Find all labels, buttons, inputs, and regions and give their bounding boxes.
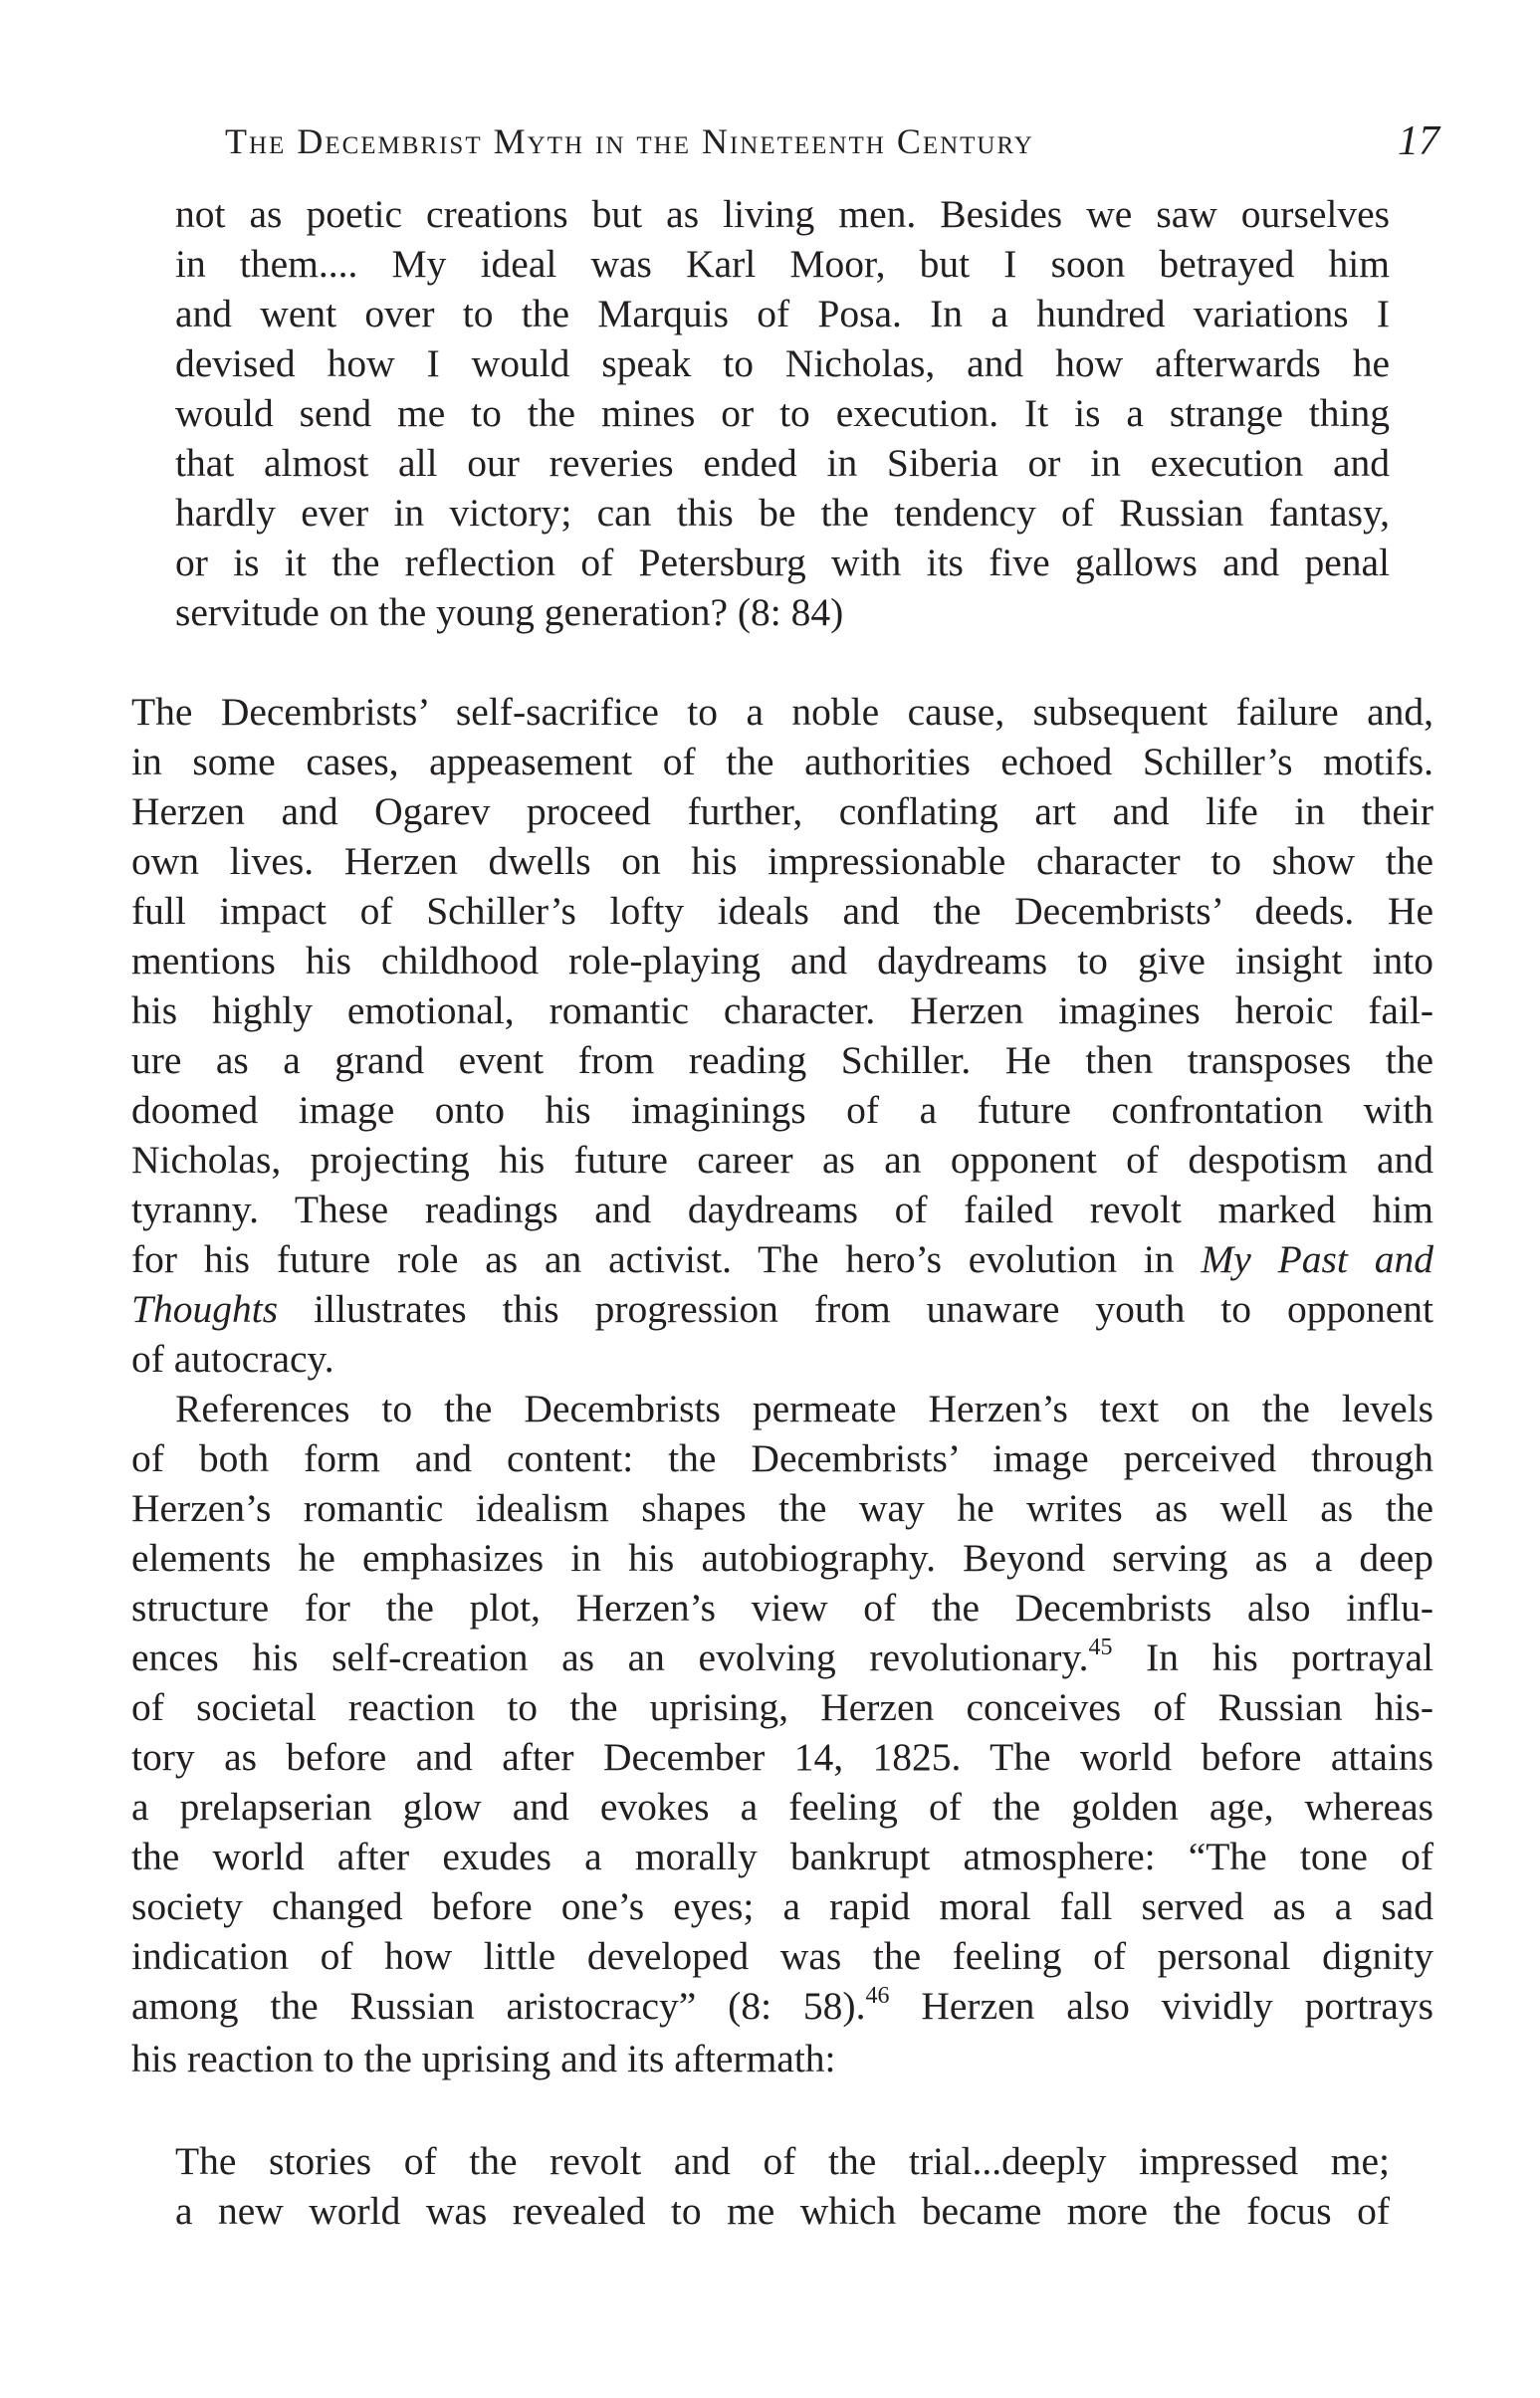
footnote-ref-45[interactable]: 45 bbox=[1088, 1635, 1113, 1660]
quote-line: not as poetic creations but as living men. Besides we saw ourselves bbox=[175, 192, 1390, 236]
body-line: The Decembrists’ self-sacrifice to a noble cause, subsequent failure and, bbox=[131, 690, 1433, 734]
body-line: doomed image onto his imaginings of a future confrontation with bbox=[131, 1088, 1433, 1132]
body-text: ences his self-creation as an evolving revolutionary. bbox=[131, 1635, 1089, 1679]
quote-line: would send me to the mines or to execution. It is a strange thing bbox=[175, 391, 1390, 435]
body-text: illustrates this progression from unaware youth to opponent bbox=[314, 1287, 1433, 1331]
body-line: own lives. Herzen dwells on his impressionable character to show the bbox=[131, 839, 1433, 883]
quote-line: or is it the reflection of Petersburg with its five gallows and penal bbox=[175, 541, 1390, 584]
book-title-italic: My Past and bbox=[1201, 1237, 1433, 1281]
page-number: 17 bbox=[1398, 118, 1439, 164]
body-line: Nicholas, projecting his future career as an opponent of despotism and bbox=[131, 1138, 1433, 1182]
quote-line: that almost all our reveries ended in Siberia or in execution and bbox=[175, 441, 1390, 485]
body-line: Herzen and Ogarev proceed further, conflating art and life in their bbox=[131, 789, 1433, 833]
body-line: full impact of Schiller’s lofty ideals and the Decembrists’ deeds. He bbox=[131, 889, 1433, 933]
body-text: Herzen also vividly portrays bbox=[921, 1984, 1434, 2028]
quote-line: in them.... My ideal was Karl Moor, but I soon betrayed him bbox=[175, 242, 1390, 286]
quote-line: hardly ever in victory; can this be the tendency of Russian fantasy, bbox=[175, 491, 1390, 535]
body-line: Herzen’s romantic idealism shapes the way he writes as well as the bbox=[131, 1486, 1433, 1530]
quote-line: servitude on the young generation? (8: 84) bbox=[175, 590, 844, 634]
body-line: of autocracy. bbox=[131, 1337, 334, 1381]
body-line: mentions his childhood role-playing and daydreams to give insight into bbox=[131, 939, 1433, 982]
body-text: for his future role as an activist. The hero’s evolution in bbox=[131, 1237, 1175, 1281]
body-line: in some cases, appeasement of the authorities echoed Schiller’s motifs. bbox=[131, 740, 1433, 783]
body-line: ure as a grand event from reading Schiller. He then transposes the bbox=[131, 1038, 1433, 1082]
body-line: tory as before and after December 14, 1825. The world before attains bbox=[131, 1735, 1433, 1779]
body-line: of societal reaction to the uprising, Herzen conceives of Russian his- bbox=[131, 1685, 1433, 1729]
running-title: The Decembrist Myth in the Nineteenth Century bbox=[225, 121, 1034, 161]
body-line: society changed before one’s eyes; a rapid moral fall served as a sad bbox=[131, 1884, 1433, 1928]
footnote-ref-46[interactable]: 46 bbox=[865, 1983, 890, 2009]
quote-line: The stories of the revolt and of the trial...deeply impressed me; bbox=[175, 2139, 1390, 2183]
body-line: a prelapserian glow and evokes a feeling of the golden age, whereas bbox=[131, 1785, 1433, 1829]
body-line bbox=[131, 1234, 1433, 1284]
quote-line: a new world was revealed to me which became more the focus of bbox=[175, 2189, 1390, 2233]
body-line: elements he emphasizes in his autobiography. Beyond serving as a deep bbox=[131, 1536, 1433, 1580]
quote-line: and went over to the Marquis of Posa. In a hundred variations I bbox=[175, 292, 1390, 335]
body-line-indent: References to the Decembrists permeate Herzen’s text on the levels bbox=[175, 1387, 1433, 1430]
body-text: In his portrayal bbox=[1146, 1635, 1433, 1679]
running-header bbox=[225, 111, 1439, 171]
body-text: among the Russian aristocracy” (8: 58). bbox=[131, 1984, 866, 2028]
body-line bbox=[131, 1633, 1433, 1682]
body-line: of both form and content: the Decembrists’ image perceived through bbox=[131, 1436, 1433, 1480]
body-line: the world after exudes a morally bankrupt atmosphere: “The tone of bbox=[131, 1835, 1433, 1878]
book-title-italic: Thoughts bbox=[131, 1287, 279, 1331]
body-line: his highly emotional, romantic character. Herzen imagines heroic fail- bbox=[131, 988, 1433, 1032]
body-line: tyranny. These readings and daydreams of failed revolt marked him bbox=[131, 1188, 1433, 1231]
body-line bbox=[131, 1981, 1433, 2031]
body-line: indication of how little developed was the feeling of personal dignity bbox=[131, 1934, 1433, 1978]
body-line: structure for the plot, Herzen’s view of the Decembrists also influ- bbox=[131, 1586, 1433, 1630]
body-line bbox=[131, 1284, 1433, 1334]
body-line: his reaction to the uprising and its aftermath: bbox=[131, 2037, 836, 2080]
quote-line: devised how I would speak to Nicholas, and how afterwards he bbox=[175, 341, 1390, 385]
